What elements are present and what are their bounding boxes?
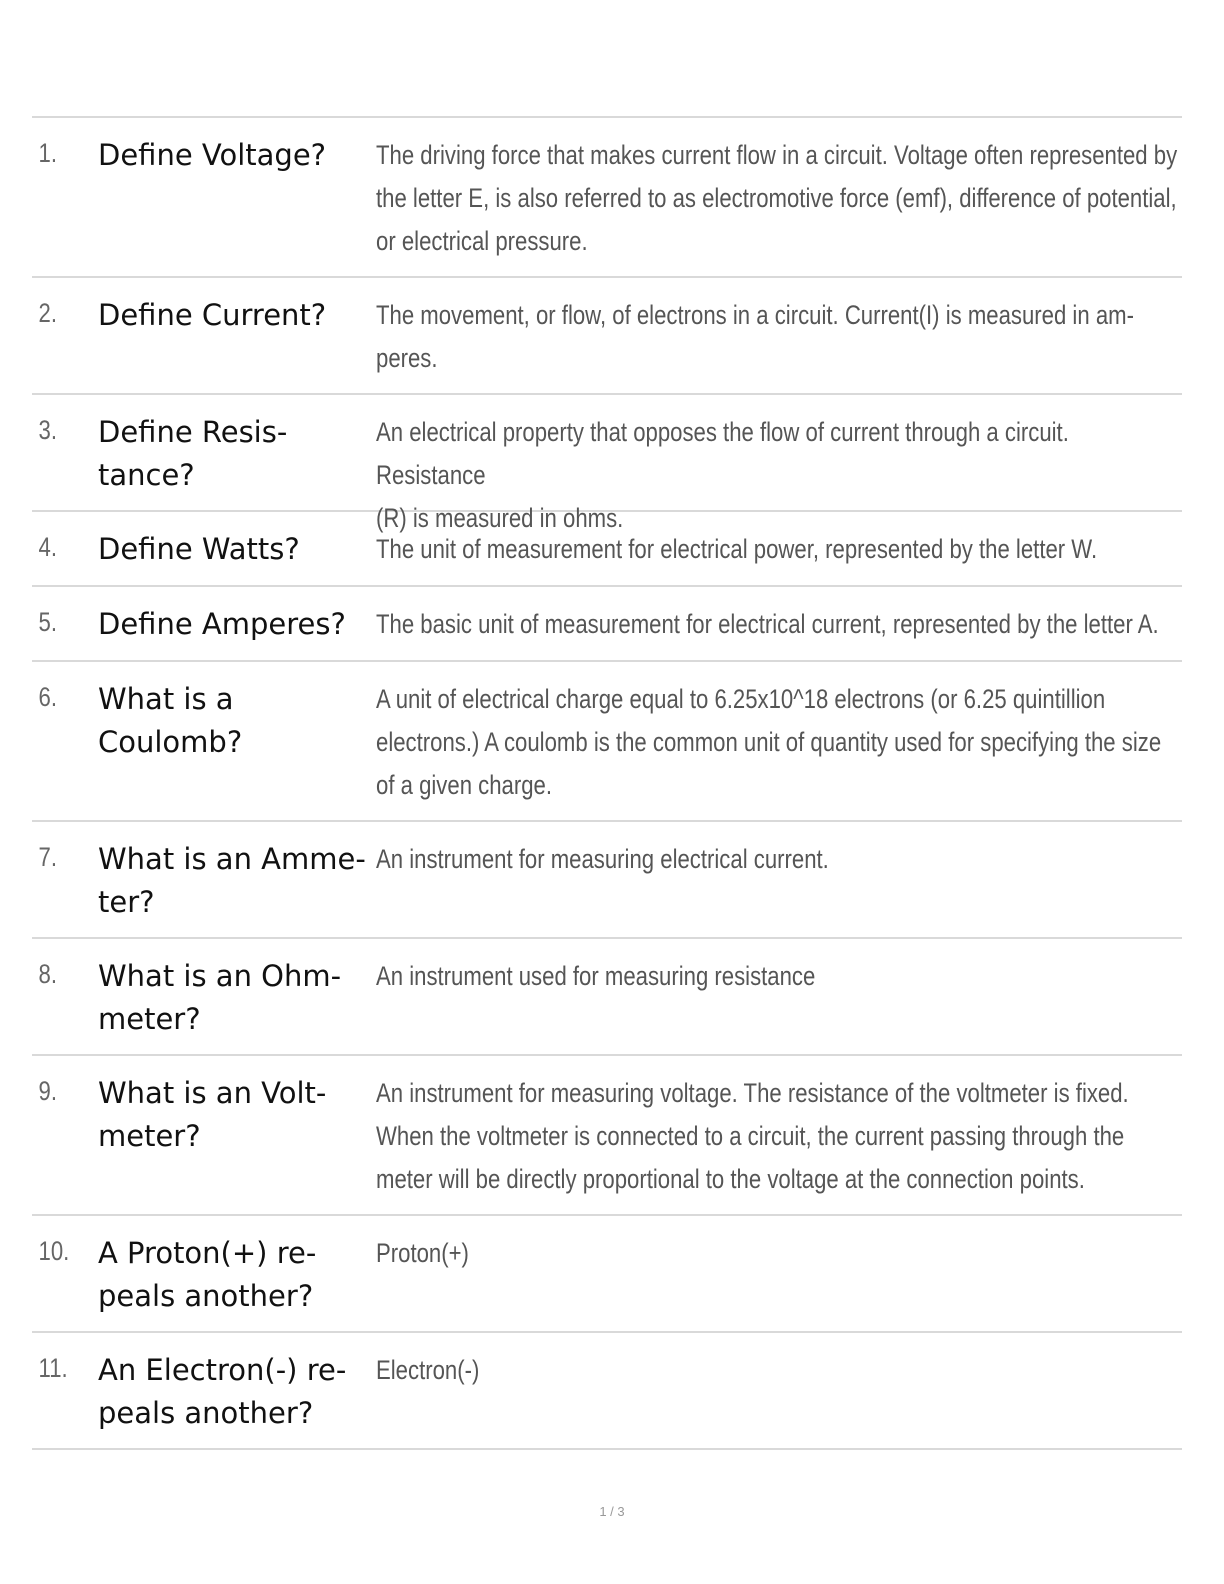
card-number: 6.	[38, 682, 58, 712]
card-definition	[376, 1232, 1182, 1275]
card-definition-text: An instrument used for measuring resistance	[376, 961, 816, 991]
card-number: 1.	[38, 138, 58, 168]
card-number: 9.	[38, 1076, 58, 1106]
card-row	[32, 118, 1182, 278]
card-number: 3.	[38, 415, 58, 445]
card-definition	[376, 838, 1182, 881]
card-definition-text: Electron(-)	[376, 1355, 480, 1385]
card-term: What is an Amme- ter?	[98, 842, 366, 919]
card-definition	[376, 603, 1182, 646]
card-definition-text: The driving force that makes current flow in a circuit. Voltage often represented by the letter E, is also referred to as electromotive force (emf), difference of potential, or electrical pressure.	[376, 140, 1178, 256]
card-row	[32, 1333, 1182, 1450]
card-row	[32, 822, 1182, 939]
card-row	[32, 939, 1182, 1056]
card-term: Define Amperes?	[98, 607, 346, 641]
card-number: 8.	[38, 959, 58, 989]
card-number: 10.	[38, 1236, 70, 1266]
card-row	[32, 1056, 1182, 1216]
card-definition	[376, 955, 1182, 998]
card-definition	[376, 1072, 1182, 1201]
card-definition	[376, 294, 1182, 380]
card-definition-text: An instrument for measuring voltage. The resistance of the voltmeter is fixed. When the voltmeter is connected to a circuit, the current passing through the meter will be directly proportional to the voltage at the connection points.	[376, 1078, 1129, 1194]
card-term: Define Watts?	[98, 532, 300, 566]
card-definition-text: The movement, or flow, of electrons in a circuit. Current(I) is measured in am- peres.	[376, 300, 1134, 373]
card-definition-text: The basic unit of measurement for electrical current, represented by the letter A.	[376, 609, 1159, 639]
card-definition	[376, 134, 1182, 263]
card-term: An Electron(-) re- peals another?	[98, 1353, 347, 1430]
card-term: Define Resis- tance?	[98, 415, 288, 492]
card-definition-text: An electrical property that opposes the flow of current through a circuit. Resistance (R) is measured in ohms.	[376, 417, 1069, 533]
card-number: 4.	[38, 532, 58, 562]
card-number: 2.	[38, 298, 58, 328]
card-row	[32, 587, 1182, 662]
card-number: 7.	[38, 842, 58, 872]
card-term: What is an Ohm- meter?	[98, 959, 342, 1036]
card-definition	[376, 678, 1182, 807]
card-definition-text: An instrument for measuring electrical current.	[376, 844, 829, 874]
card-row	[32, 662, 1182, 822]
card-term: A Proton(+) re- peals another?	[98, 1236, 317, 1313]
card-number: 5.	[38, 607, 58, 637]
card-definition-text: The unit of measurement for electrical power, represented by the letter W.	[376, 534, 1098, 564]
card-term: What is an Volt- meter?	[98, 1076, 327, 1153]
card-definition-text: A unit of electrical charge equal to 6.25x10^18 electrons (or 6.25 quintillion electrons.) A coulomb is the common unit of quantity used for specifying the size of a given charge.	[376, 684, 1162, 800]
card-definition-text: Proton(+)	[376, 1238, 469, 1268]
card-row	[32, 278, 1182, 395]
flashcard-list	[32, 116, 1182, 1450]
card-row	[32, 1216, 1182, 1333]
card-row	[32, 395, 1182, 533]
card-definition	[376, 411, 1182, 540]
card-term: Define Current?	[98, 298, 327, 332]
card-term: What is a Coulomb?	[98, 682, 243, 759]
card-definition	[376, 528, 1182, 571]
card-term: Define Voltage?	[98, 138, 327, 172]
card-definition	[376, 1349, 1182, 1392]
page-indicator: 1 / 3	[599, 1504, 625, 1519]
card-number: 11.	[38, 1353, 68, 1383]
